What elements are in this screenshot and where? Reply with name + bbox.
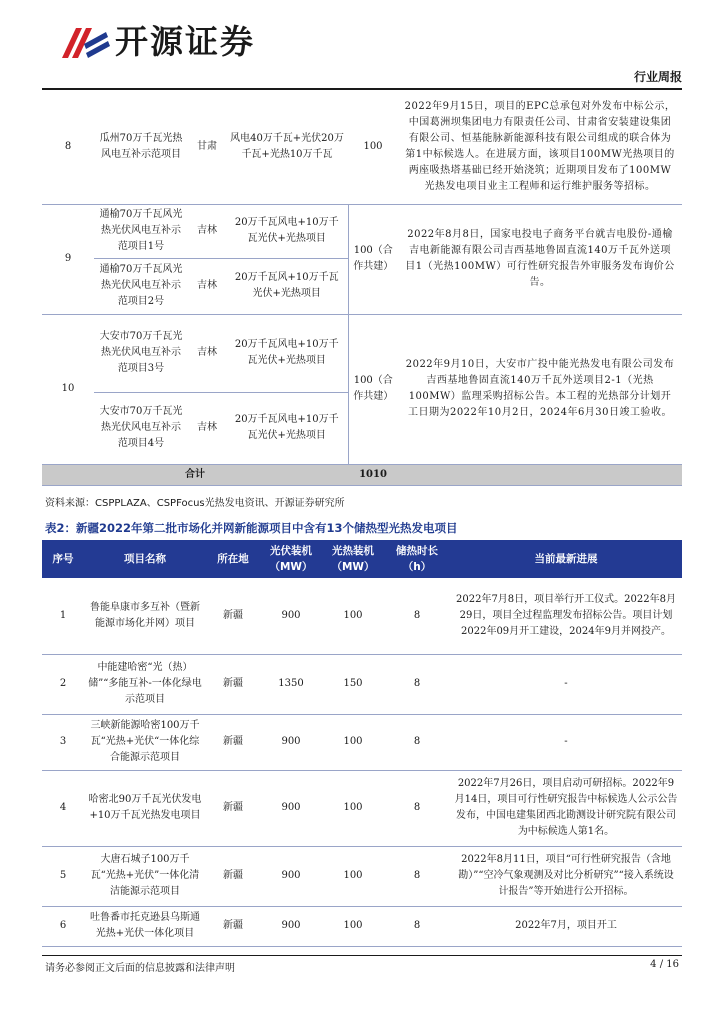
total-label: 合计 [42, 464, 348, 485]
table-row [42, 770, 682, 846]
header-name: 项目名称 [84, 540, 206, 578]
row-seq: 3 [42, 714, 84, 770]
storage-hours: 8 [384, 578, 450, 654]
project-name: 大唐石城子100万千瓦“光热+光伏”一体化清洁能源示范项目 [84, 846, 206, 906]
storage-hours: 8 [384, 654, 450, 714]
csp-capacity: 150 [322, 654, 384, 714]
project-name: 通榆70万千瓦风光热光伏风电互补示范项目2号 [94, 258, 188, 314]
row-seq: 6 [42, 906, 84, 946]
header-progress: 当前最新进展 [450, 540, 682, 578]
csp-capacity: 100 [322, 578, 384, 654]
csp-capacity: 100 [322, 906, 384, 946]
project-province: 甘肃 [188, 90, 226, 204]
header-csp: 光热装机（MW） [322, 540, 384, 578]
project-name: 哈密北90万千瓦光伏发电+10万千瓦光热发电项目 [84, 770, 206, 846]
header-seq: 序号 [42, 540, 84, 578]
footer-divider [42, 955, 682, 956]
pv-capacity: 900 [260, 714, 322, 770]
project-location: 新疆 [206, 654, 260, 714]
project-name: 大安市70万千瓦光热光伏风电互补示范项目3号 [94, 314, 188, 392]
project-province: 吉林 [188, 314, 226, 392]
project-name: 大安市70万千瓦光热光伏风电互补示范项目4号 [94, 392, 188, 464]
row-seq: 4 [42, 770, 84, 846]
table-row [42, 578, 682, 654]
table-row [42, 314, 682, 392]
header-location: 所在地 [206, 540, 260, 578]
storage-hours: 8 [384, 906, 450, 946]
storage-hours: 8 [384, 770, 450, 846]
project-location: 新疆 [206, 714, 260, 770]
pv-capacity: 1350 [260, 654, 322, 714]
total-row [42, 464, 682, 485]
row-seq: 10 [42, 314, 94, 464]
project-progress: 2022年9月15日，项目的EPC总承包对外发布中标公示，中国葛洲坝集团电力有限责任公司、甘肃省安装建设集团有限公司、恒基能脉新能源科技有限公司组成的联合体为第1中标候选人。在进展方面，该项目100MW光热项目的两座吸热塔基础已经开始浇筑；近期项目发布了100MW光热发电项目业主工程师和运行维护服务等招标。 [398, 90, 682, 204]
project-location: 新疆 [206, 906, 260, 946]
row-seq: 2 [42, 654, 84, 714]
row-seq: 1 [42, 578, 84, 654]
project-province: 吉林 [188, 392, 226, 464]
table-row [42, 204, 682, 258]
pv-capacity: 900 [260, 770, 322, 846]
project-table-continued [42, 90, 682, 486]
page-header [0, 0, 724, 95]
project-progress: 2022年7月，项目开工 [450, 906, 682, 946]
project-location: 新疆 [206, 846, 260, 906]
table-row [42, 846, 682, 906]
project-name: 瓜州70万千瓦光热风电互补示范项目 [94, 90, 188, 204]
csp-capacity: 100 [322, 714, 384, 770]
project-scale: 20万千瓦风电+10万千瓦光伏+光热项目 [226, 314, 348, 392]
project-capacity: 100 [348, 90, 398, 204]
project-capacity: 100（合作共建） [348, 204, 398, 314]
project-progress: 2022年8月8日，国家电投电子商务平台就吉电股份-通榆吉电新能源有限公司吉西基地鲁固直流140万千瓦外送项目1（光热100MW）可行性研究报告外审服务发布询价公告。 [398, 204, 682, 314]
page-number: 4 / 16 [650, 959, 679, 970]
pv-capacity: 900 [260, 906, 322, 946]
project-progress: - [450, 714, 682, 770]
project-province: 吉林 [188, 258, 226, 314]
csp-capacity: 100 [322, 770, 384, 846]
project-province: 吉林 [188, 204, 226, 258]
table-row [42, 714, 682, 770]
project-location: 新疆 [206, 578, 260, 654]
project-progress: 2022年9月10日，大安市广投中能光热发电有限公司发布吉西基地鲁固直流140万千瓦外送项目2-1（光热100MW）监理采购招标公告。本工程的光热部分计划开工日期为2022年10月2日，2024年6月30日竣工验收。 [398, 314, 682, 464]
xinjiang-csp-table [42, 540, 682, 947]
project-capacity: 100（合作共建） [348, 314, 398, 464]
table-row [42, 906, 682, 946]
footer-disclaimer: 请务必参阅正文后面的信息披露和法律声明 [45, 963, 235, 974]
table2-caption: 表2：新疆2022年第二批市场化并网新能源项目中含有13个储热型光热发电项目 [45, 521, 458, 535]
brand-name: 开源证券 [115, 22, 255, 61]
header-storage: 储热时长（h） [384, 540, 450, 578]
project-name: 吐鲁番市托克逊县乌斯通光热+光伏一体化项目 [84, 906, 206, 946]
project-location: 新疆 [206, 770, 260, 846]
storage-hours: 8 [384, 714, 450, 770]
row-seq: 5 [42, 846, 84, 906]
row-seq: 9 [42, 204, 94, 314]
project-progress: - [450, 654, 682, 714]
project-scale: 风电40万千瓦+光伏20万千瓦+光热10万千瓦 [226, 90, 348, 204]
project-name: 通榆70万千瓦风光热光伏风电互补示范项目1号 [94, 204, 188, 258]
project-name: 中能建哈密“光（热）储”“多能互补-一体化绿电示范项目 [84, 654, 206, 714]
header-pv: 光伏装机（MW） [260, 540, 322, 578]
pv-capacity: 900 [260, 846, 322, 906]
kaiyuan-logo-icon [58, 22, 110, 62]
table-row [42, 654, 682, 714]
table-source: 资料来源：CSPPLAZA、CSPFocus光热发电资讯、开源证券研究所 [45, 498, 345, 509]
table-header-row [42, 540, 682, 578]
project-name: 鲁能阜康市多互补（暨新能源市场化并网）项目 [84, 578, 206, 654]
storage-hours: 8 [384, 846, 450, 906]
report-type: 行业周报 [633, 70, 682, 84]
project-progress: 2022年8月11日，项目“可行性研究报告（含地勘）”“空冷气象观测及对比分析研究”“接入系统设计报告”等开始进行公开招标。 [450, 846, 682, 906]
project-scale: 20万千瓦风+10万千瓦光伏+光热项目 [226, 258, 348, 314]
project-progress: 2022年7月8日，项目举行开工仪式。2022年8月29日，项目全过程监理发布招标公告。项目计划2022年09月开工建设，2024年9月并网投产。 [450, 578, 682, 654]
project-progress: 2022年7月26日，项目启动可研招标。2022年9月14日，项目可行性研究报告中标候选人公示公告发布，中国电建集团西北勘测设计研究院有限公司为中标候选人第1名。 [450, 770, 682, 846]
project-name: 三峡新能源哈密100万千瓦“光热+光伏“一体化综合能源示范项目 [84, 714, 206, 770]
total-empty [398, 464, 682, 485]
project-scale: 20万千瓦风电+10万千瓦光伏+光热项目 [226, 204, 348, 258]
table-row [42, 90, 682, 204]
project-scale: 20万千瓦风电+10万千瓦光伏+光热项目 [226, 392, 348, 464]
total-value: 1010 [348, 464, 398, 485]
csp-capacity: 100 [322, 846, 384, 906]
pv-capacity: 900 [260, 578, 322, 654]
row-seq: 8 [42, 90, 94, 204]
